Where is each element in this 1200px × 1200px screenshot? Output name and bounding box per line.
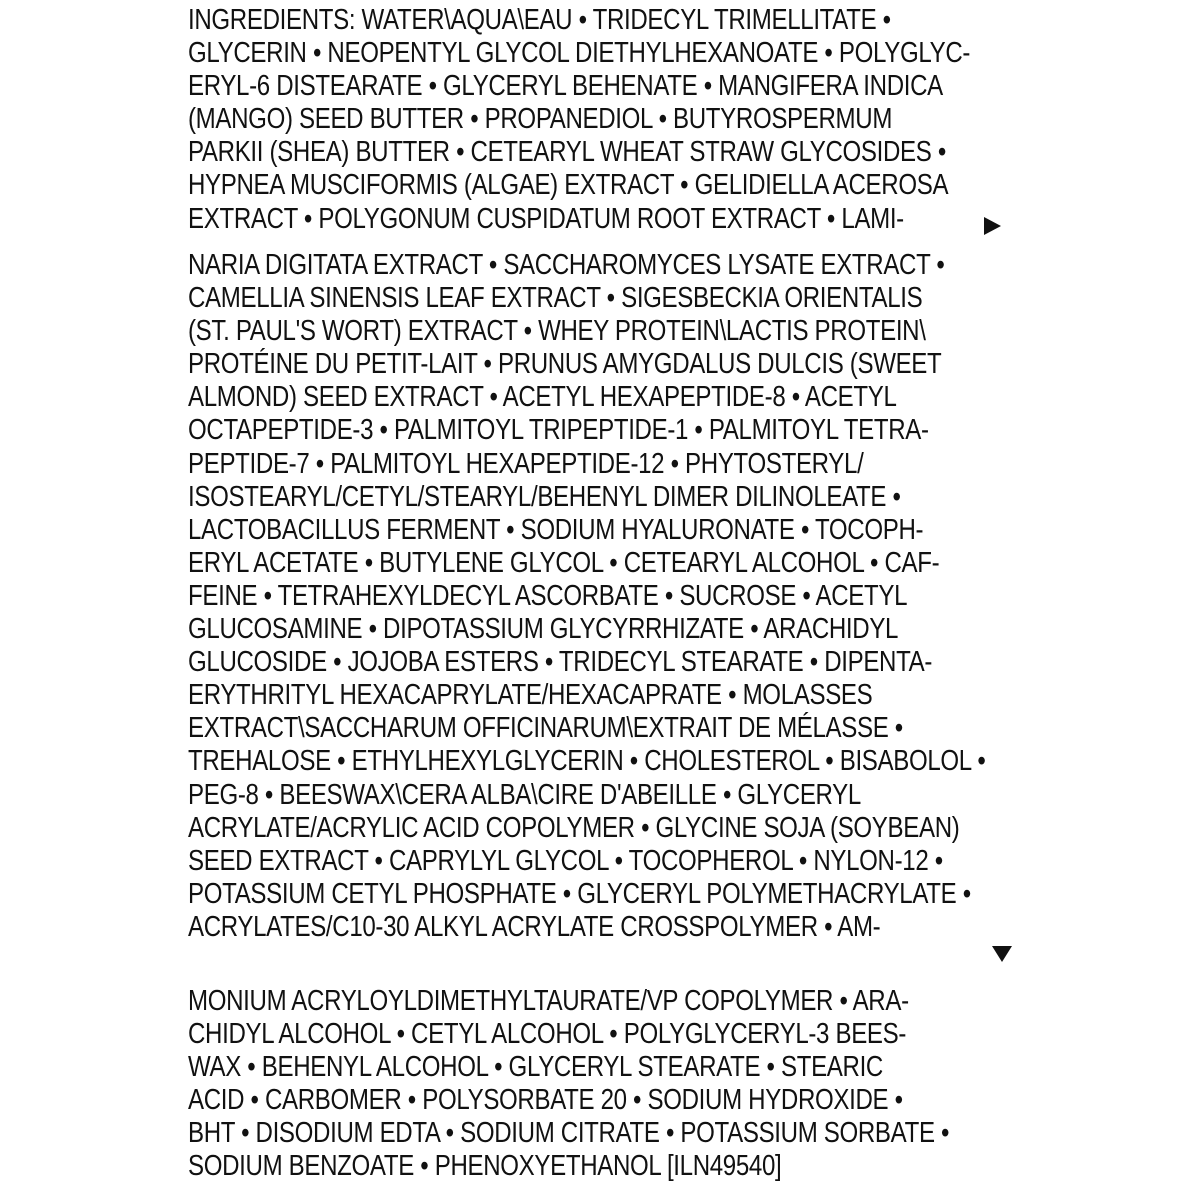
ingredient-line: PARKII (SHEA) BUTTER • CETEARYL WHEAT STRAW GLYCOSIDES •	[188, 136, 946, 169]
ingredients-block-3	[188, 985, 1028, 1184]
ingredients-block-2	[188, 249, 1028, 944]
ingredient-line: WAX • BEHENYL ALCOHOL • GLYCERYL STEARATE • STEARIC	[188, 1051, 883, 1084]
ingredient-line: OCTAPEPTIDE-3 • PALMITOYL TRIPEPTIDE-1 • PALMITOYL TETRA-	[188, 414, 929, 447]
ingredient-line: EXTRACT • POLYGONUM CUSPIDATUM ROOT EXTRACT • LAMI-	[188, 202, 904, 235]
ingredient-line: PEG-8 • BEESWAX\CERA ALBA\CIRE D'ABEILLE • GLYCERYL	[188, 778, 861, 811]
triangle-down-icon	[992, 946, 1012, 962]
ingredient-line: GLYCERIN • NEOPENTYL GLYCOL DIETHYLHEXANOATE • POLYGLYC-	[188, 37, 971, 70]
ingredient-line: POTASSIUM CETYL PHOSPHATE • GLYCERYL POLYMETHACRYLATE •	[188, 877, 971, 910]
ingredient-line: ALMOND) SEED EXTRACT • ACETYL HEXAPEPTIDE-8 • ACETYL	[188, 381, 897, 414]
ingredient-line: SODIUM BENZOATE • PHENOXYETHANOL [ILN49540]	[188, 1150, 782, 1183]
ingredient-line: BHT • DISODIUM EDTA • SODIUM CITRATE • POTASSIUM SORBATE •	[188, 1117, 950, 1150]
ingredient-line: MONIUM ACRYLOYLDIMETHYLTAURATE/VP COPOLYMER • ARA-	[188, 985, 909, 1017]
ingredient-line: ACID • CARBOMER • POLYSORBATE 20 • SODIUM HYDROXIDE •	[188, 1084, 903, 1117]
ingredient-line: TREHALOSE • ETHYLHEXYLGLYCERIN • CHOLESTEROL • BISABOLOL •	[188, 745, 986, 778]
ingredient-line: HYPNEA MUSCIFORMIS (ALGAE) EXTRACT • GELIDIELLA ACEROSA	[188, 169, 949, 202]
ingredient-line: ACRYLATES/C10-30 ALKYL ACRYLATE CROSSPOLYMER • AM-	[188, 910, 881, 943]
ingredient-line: ERYL-6 DISTEARATE • GLYCERYL BEHENATE • MANGIFERA INDICA	[188, 70, 943, 103]
ingredient-line: EXTRACT\SACCHARUM OFFICINARUM\EXTRAIT DE MÉLASSE •	[188, 712, 903, 745]
triangle-right-icon	[984, 217, 1001, 235]
ingredient-line: ERYTHRITYL HEXACAPRYLATE/HEXACAPRATE • MOLASSES	[188, 679, 873, 712]
ingredient-line: ISOSTEARYL/CETYL/STEARYL/BEHENYL DIMER DILINOLEATE •	[188, 480, 901, 513]
ingredients-block-1	[188, 4, 1028, 236]
ingredient-line: INGREDIENTS: WATER\AQUA\EAU • TRIDECYL TRIMELLITATE •	[188, 4, 891, 36]
ingredient-line: PEPTIDE-7 • PALMITOYL HEXAPEPTIDE-12 • PHYTOSTERYL/	[188, 447, 864, 480]
ingredient-line: SEED EXTRACT • CAPRYLYL GLYCOL • TOCOPHEROL • NYLON-12 •	[188, 844, 943, 877]
ingredient-line: PROTÉINE DU PETIT-LAIT • PRUNUS AMYGDALUS DULCIS (SWEET	[188, 348, 942, 381]
ingredient-line: (MANGO) SEED BUTTER • PROPANEDIOL • BUTYROSPERMUM	[188, 103, 893, 136]
ingredient-line: GLUCOSIDE • JOJOBA ESTERS • TRIDECYL STEARATE • DIPENTA-	[188, 646, 933, 679]
ingredient-line: GLUCOSAMINE • DIPOTASSIUM GLYCYRRHIZATE • ARACHIDYL	[188, 613, 899, 646]
ingredient-line: CAMELLIA SINENSIS LEAF EXTRACT • SIGESBECKIA ORIENTALIS	[188, 282, 923, 315]
ingredient-line: FEINE • TETRAHEXYLDECYL ASCORBATE • SUCROSE • ACETYL	[188, 579, 908, 612]
ingredient-line: (ST. PAUL'S WORT) EXTRACT • WHEY PROTEIN\LACTIS PROTEIN\	[188, 315, 926, 348]
ingredient-line: LACTOBACILLUS FERMENT • SODIUM HYALURONATE • TOCOPH-	[188, 513, 924, 546]
ingredient-line: CHIDYL ALCOHOL • CETYL ALCOHOL • POLYGLYCERYL-3 BEES-	[188, 1018, 907, 1051]
ingredient-line: ACRYLATE/ACRYLIC ACID COPOLYMER • GLYCINE SOJA (SOYBEAN)	[188, 811, 960, 844]
ingredient-line: NARIA DIGITATA EXTRACT • SACCHAROMYCES LYSATE EXTRACT •	[188, 249, 945, 281]
ingredient-line: ERYL ACETATE • BUTYLENE GLYCOL • CETEARYL ALCOHOL • CAF-	[188, 546, 940, 579]
